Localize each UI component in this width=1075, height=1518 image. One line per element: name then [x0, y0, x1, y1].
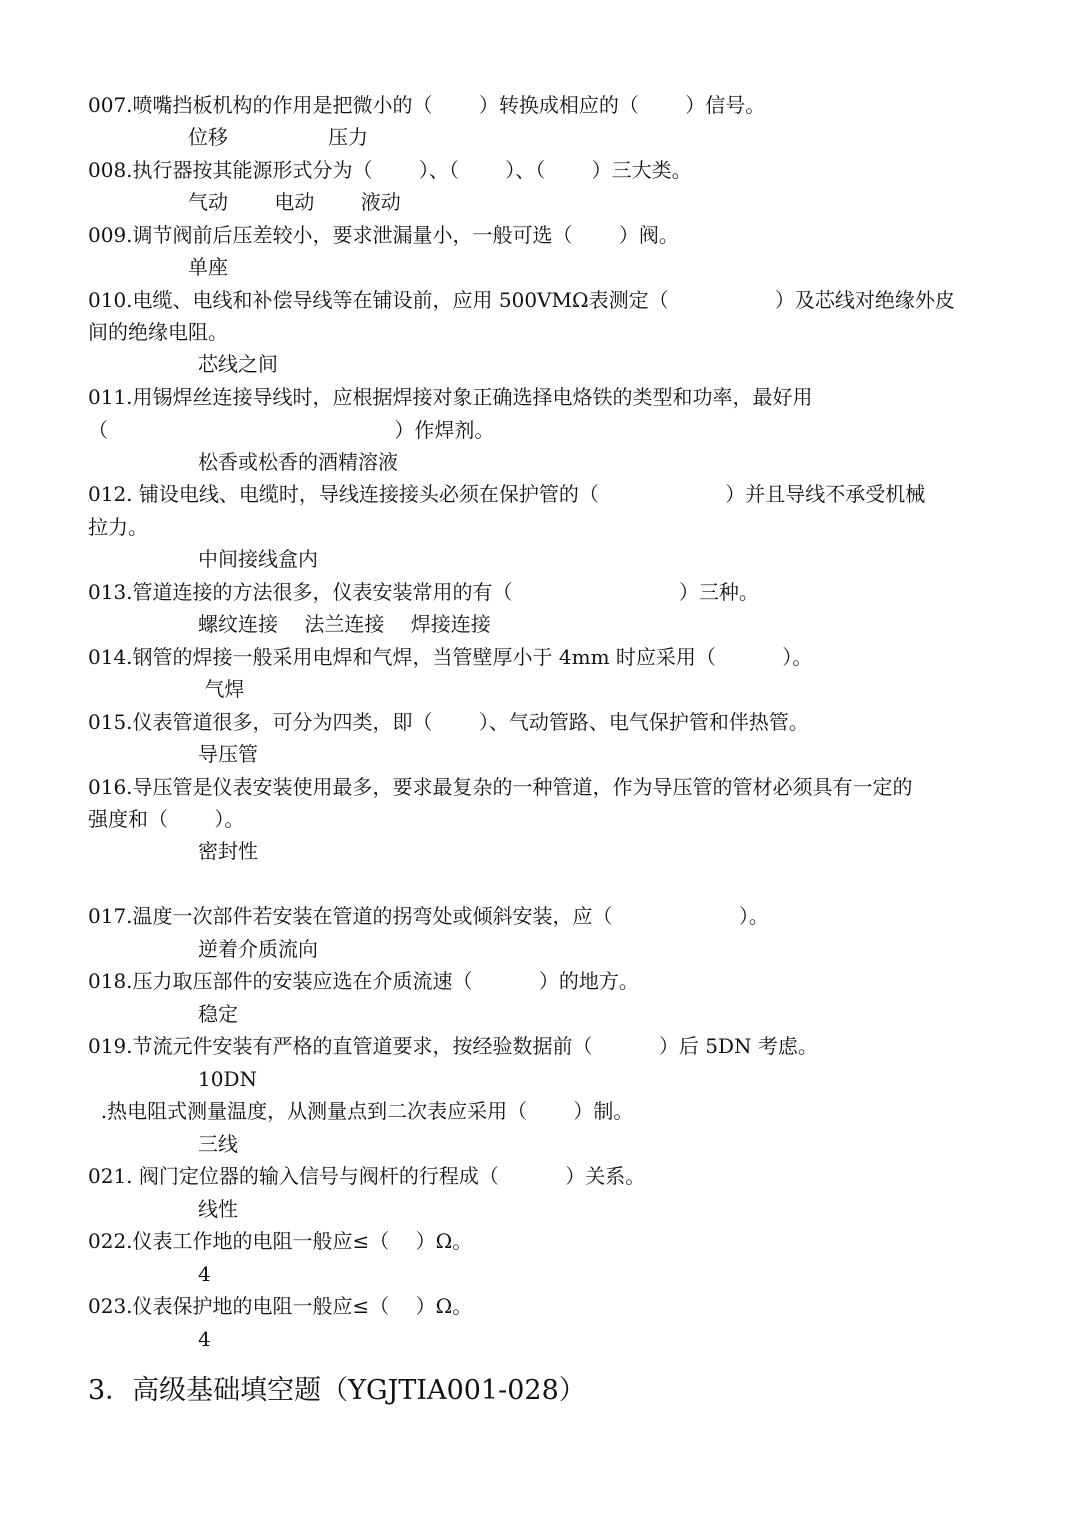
question-022: 022.仪表工作地的电阻一般应≤（ ）Ω。 — [88, 1229, 473, 1253]
question-016: 016.导压管是仪表安装使用最多，要求最复杂的一种管道，作为导压管的管材必须具有一定的 — [88, 775, 913, 799]
question-010: 010.电缆、电线和补偿导线等在铺设前，应用 500VMΩ表测定（ ）及芯线对绝缘外皮 — [88, 288, 955, 312]
answer-019: 10DN — [198, 1067, 257, 1091]
question-020: .热电阻式测量温度，从测量点到二次表应采用（ ）制。 — [88, 1099, 634, 1123]
question-018: 018.压力取压部件的安装应选在介质流速（ ）的地方。 — [88, 969, 639, 993]
question-007: 007.喷嘴挡板机构的作用是把微小的（ ）转换成相应的（ ）信号。 — [88, 93, 766, 117]
answer-007: 位移 压力 — [188, 125, 368, 149]
question-023: 023.仪表保护地的电阻一般应≤（ ）Ω。 — [88, 1294, 473, 1318]
question-015: 015.仪表管道很多，可分为四类，即（ ）、气动管路、电气保护管和伴热管。 — [88, 710, 809, 734]
question-011: 011.用锡焊丝连接导线时，应根据焊接对象正确选择电烙铁的类型和功率，最好用 — [88, 385, 813, 409]
answer-009: 单座 — [188, 255, 228, 279]
question-009: 009.调节阀前后压差较小，要求泄漏量小，一般可选（ ）阀。 — [88, 223, 679, 247]
question-012-cont: 拉力。 — [88, 515, 148, 539]
question-014: 014.钢管的焊接一般采用电焊和气焊，当管壁厚小于 4mm 时应采用（ ）。 — [88, 645, 813, 669]
answer-022: 4 — [198, 1262, 211, 1286]
question-019: 019.节流元件安装有严格的直管道要求，按经验数据前（ ）后 5DN 考虑。 — [88, 1034, 818, 1058]
answer-013: 螺纹连接 法兰连接 焊接连接 — [198, 612, 491, 636]
answer-008: 气动 电动 液动 — [188, 190, 401, 214]
question-016-cont: 强度和（ ）。 — [88, 807, 245, 831]
question-010-cont: 间的绝缘电阻。 — [88, 320, 228, 344]
answer-016: 密封性 — [198, 839, 258, 863]
question-013: 013.管道连接的方法很多，仪表安装常用的有（ ）三种。 — [88, 580, 759, 604]
question-012: 012. 铺设电线、电缆时，导线连接接头必须在保护管的（ ）并且导线不承受机械 — [88, 482, 926, 506]
answer-017: 逆着介质流向 — [198, 937, 318, 961]
answer-015: 导压管 — [198, 742, 258, 766]
answer-010: 芯线之间 — [198, 352, 278, 376]
answer-023: 4 — [198, 1327, 211, 1351]
answer-020: 三线 — [198, 1132, 238, 1156]
answer-021: 线性 — [198, 1197, 238, 1221]
question-017: 017.温度一次部件若安装在管道的拐弯处或倾斜安装，应（ ）。 — [88, 904, 769, 928]
section-heading: 3．高级基础填空题（YGJTIA001-028） — [88, 1375, 586, 1406]
answer-012: 中间接线盒内 — [198, 547, 318, 571]
question-008: 008.执行器按其能源形式分为（ ）、（ ）、（ ）三大类。 — [88, 158, 692, 182]
question-011-cont: （ ）作焊剂。 — [88, 418, 495, 442]
answer-018: 稳定 — [198, 1002, 238, 1026]
answer-011: 松香或松香的酒精溶液 — [198, 450, 398, 474]
answer-014: 气焊 — [198, 677, 245, 701]
question-021: 021. 阀门定位器的输入信号与阀杆的行程成（ ）关系。 — [88, 1164, 646, 1188]
